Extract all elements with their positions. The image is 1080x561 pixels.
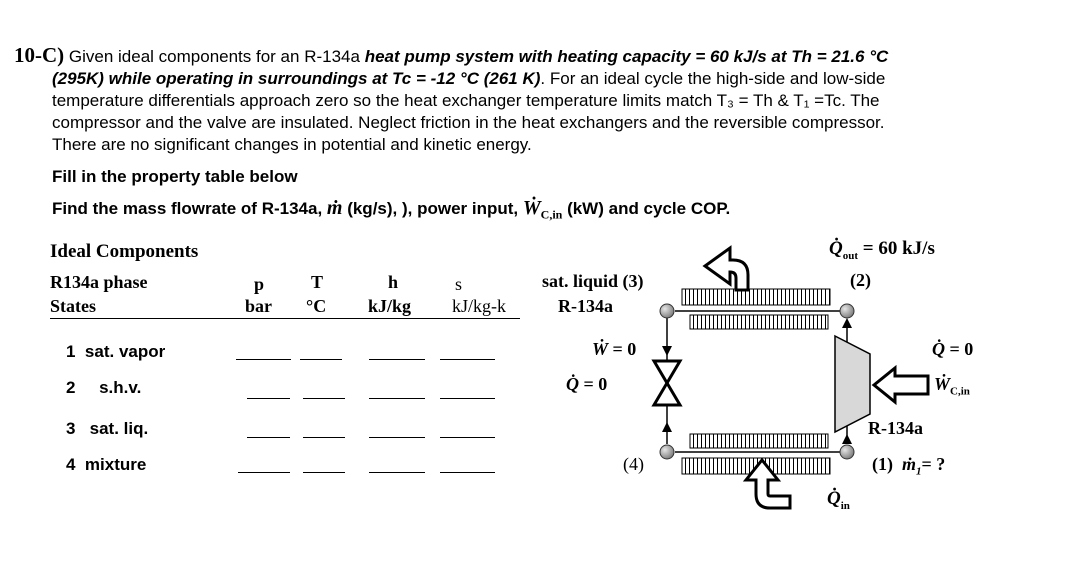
w-symbol: Ẇ bbox=[522, 197, 541, 219]
instruction-fill-table: Fill in the property table below bbox=[52, 167, 298, 186]
row-number: 2 bbox=[66, 378, 76, 397]
work-input-arrow-icon bbox=[874, 368, 928, 402]
flow-arrow-down-icon bbox=[662, 346, 672, 356]
instruction-find-b: (kg/s), ), power input, bbox=[342, 199, 523, 218]
valve-icon-bottom bbox=[654, 383, 680, 405]
valve-work-label bbox=[592, 339, 636, 360]
flow-arrow-up-lower-icon bbox=[842, 434, 852, 444]
m-symbol: ṁ bbox=[902, 454, 917, 474]
problem-line2-plain: . For an ideal cycle the high-side and low-side bbox=[540, 69, 886, 88]
condenser-hatch-top bbox=[682, 289, 830, 305]
row-phase: s.h.v. bbox=[99, 378, 142, 397]
flow-arrow-up-icon bbox=[842, 318, 852, 328]
row-phase: sat. liq. bbox=[89, 419, 149, 438]
col-s-unit: kJ/kg-k bbox=[452, 296, 506, 316]
row-phase: sat. vapor bbox=[84, 342, 166, 361]
state-1-label bbox=[872, 454, 945, 478]
col-p-top: p bbox=[254, 274, 265, 294]
problem-line-3: temperature differentials approach zero so the heat exchanger temperature limits match T₃ = Th & T₁ =Tc. The bbox=[52, 91, 880, 110]
qout-sub: out bbox=[842, 249, 859, 262]
r134a-top-label: R-134a bbox=[558, 296, 613, 316]
problem-line1-plain: Given ideal components for an R-134a bbox=[68, 47, 365, 66]
q-symbol: Q̇ bbox=[829, 238, 843, 259]
w-comp-sub: C,in bbox=[950, 385, 970, 398]
row-number: 3 bbox=[66, 419, 76, 438]
col-p-unit: bar bbox=[245, 296, 272, 316]
compressor-heat-label bbox=[932, 339, 973, 360]
q-symbol-in: Q̇ bbox=[827, 488, 841, 509]
flow-arrow-left-icon bbox=[662, 422, 672, 432]
problem-number: 10-C) bbox=[14, 43, 65, 67]
w-symbol-comp: Ẇ bbox=[934, 374, 951, 394]
col-T-unit: °C bbox=[306, 296, 327, 316]
row-number: 1 bbox=[66, 342, 76, 361]
col-h-top: h bbox=[388, 272, 399, 292]
col-states-header: States bbox=[50, 296, 96, 316]
mdot-symbol: ṁ bbox=[326, 197, 343, 219]
state-node-4 bbox=[660, 445, 674, 459]
mdot-sub: 1 bbox=[916, 465, 922, 478]
instruction-find-c: (kW) and cycle COP. bbox=[562, 199, 731, 218]
q-symbol-valve: Q̇ bbox=[566, 374, 579, 394]
r134a-bottom-label: R-134a bbox=[868, 418, 923, 438]
w-subscript: C,in bbox=[540, 207, 563, 222]
q-valve-value: = 0 bbox=[583, 374, 608, 394]
state-node-1 bbox=[840, 445, 854, 459]
state-2-label: (2) bbox=[850, 270, 871, 290]
state-4-label: (4) bbox=[623, 454, 644, 474]
valve-heat-label bbox=[566, 374, 607, 395]
q-comp-value: = 0 bbox=[949, 339, 974, 359]
instruction-find-a: Find the mass flowrate of R-134a, bbox=[52, 199, 327, 218]
compressor-icon bbox=[835, 336, 870, 432]
qin-label bbox=[827, 488, 850, 512]
qout-value: = 60 kJ/s bbox=[862, 238, 935, 259]
mdot-eq: = ? bbox=[921, 454, 946, 474]
qout-label bbox=[829, 238, 935, 262]
problem-line1-emph: heat pump system with heating capacity = 60 kJ/s at Th = 21.6 °C bbox=[364, 47, 889, 66]
qin-sub: in bbox=[840, 499, 850, 512]
col-s-top: s bbox=[455, 274, 463, 294]
w-symbol-valve: Ẇ bbox=[592, 339, 609, 359]
condenser-hatch-bottom bbox=[690, 315, 828, 329]
w-valve-value: = 0 bbox=[612, 339, 637, 359]
q-symbol-comp: Q̇ bbox=[932, 339, 945, 359]
sat-liquid-label: sat. liquid (3) bbox=[542, 271, 644, 291]
heat-out-arrow-icon bbox=[705, 248, 748, 290]
problem-line2-emph: (295K) while operating in surroundings at Tc = -12 °C (261 K) bbox=[52, 69, 541, 88]
problem-line-4: compressor and the valve are insulated. Neglect friction in the heat exchangers and the reversible compressor. bbox=[52, 113, 885, 132]
valve-icon-top bbox=[654, 361, 680, 383]
evaporator-hatch-top bbox=[690, 434, 828, 448]
compressor-work-label bbox=[934, 374, 970, 398]
table-title: Ideal Components bbox=[50, 241, 199, 262]
state-node-2 bbox=[840, 304, 854, 318]
col-T-top: T bbox=[311, 272, 324, 292]
state-1-num: (1) bbox=[872, 454, 893, 474]
col-phase-header: R134a phase bbox=[50, 272, 148, 292]
row-phase: mixture bbox=[84, 455, 147, 474]
row-number: 4 bbox=[66, 455, 76, 474]
col-h-unit: kJ/kg bbox=[368, 296, 412, 316]
state-node-3 bbox=[660, 304, 674, 318]
problem-line-5: There are no significant changes in potential and kinetic energy. bbox=[52, 135, 532, 154]
